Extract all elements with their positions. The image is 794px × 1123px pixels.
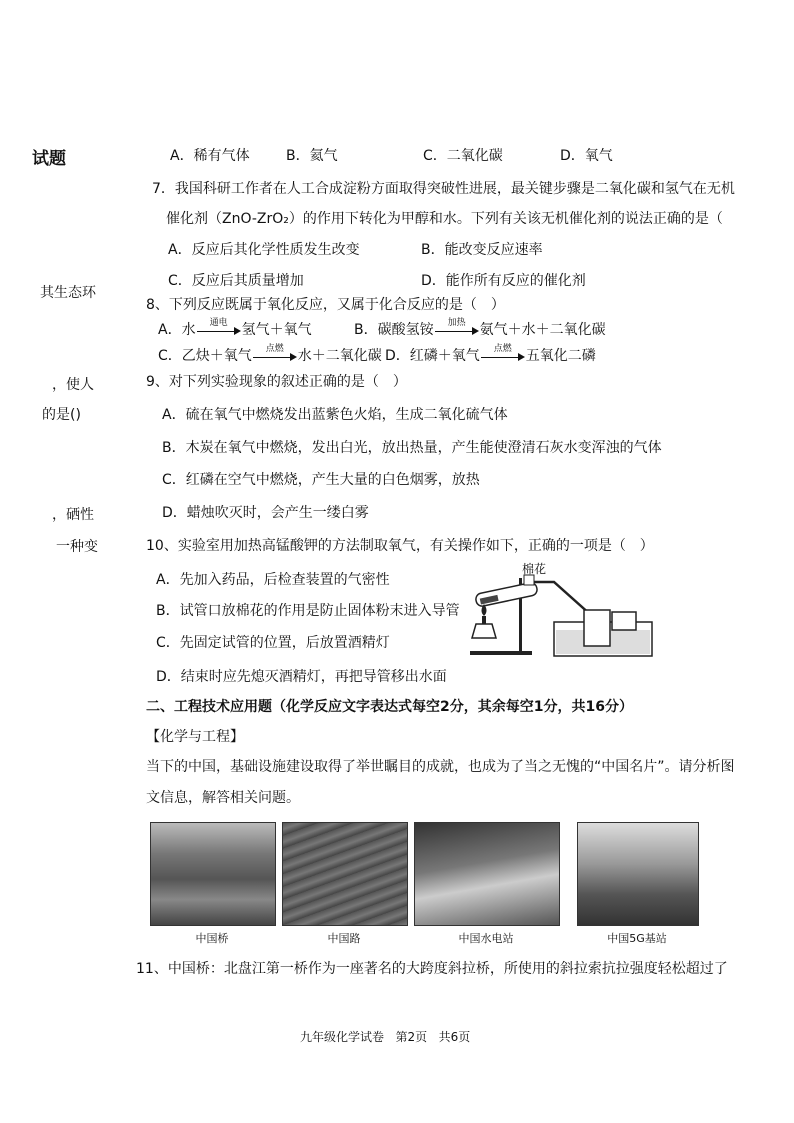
footer-exam-title: 九年级化学试卷 bbox=[300, 1030, 385, 1044]
q10-option-c: C．先固定试管的位置，后放置酒精灯 bbox=[156, 635, 390, 651]
reaction-arrow-icon bbox=[197, 318, 241, 337]
reaction-condition: 点燃 bbox=[493, 344, 512, 354]
q8-a-products: 氢气＋氧气 bbox=[241, 322, 312, 338]
q8-b-reactants: B．碳酸氢铵 bbox=[354, 322, 434, 338]
photo-caption: 中国路 bbox=[327, 932, 361, 945]
stand-base bbox=[470, 651, 532, 655]
section-2-subtitle: 【化学与工程】 bbox=[146, 729, 244, 745]
cotton-label: 棉花 bbox=[522, 562, 547, 576]
photo-china-road bbox=[282, 822, 408, 926]
q9-option-a: A．硫在氧气中燃烧发出蓝紫色火焰，生成二氧化硫气体 bbox=[162, 407, 508, 423]
q6-option-b: B．氦气 bbox=[286, 148, 338, 164]
q11-stem: 11、中国桥：北盘江第一桥作为一座著名的大跨度斜拉桥，所使用的斜拉索抗拉强度轻松超过了 bbox=[136, 961, 728, 977]
margin-fragment: ，使人 bbox=[52, 377, 94, 393]
margin-fragment: 其生态环 bbox=[40, 285, 96, 301]
q7-option-a: A．反应后其化学性质发生改变 bbox=[168, 242, 360, 258]
photo-caption: 中国5G基站 bbox=[607, 932, 667, 945]
q8-option-b bbox=[354, 319, 606, 339]
reaction-condition: 通电 bbox=[209, 318, 228, 328]
q8-c-products: 水＋二氧化碳 bbox=[297, 348, 382, 364]
margin-fragment: 一种变 bbox=[56, 539, 98, 555]
q8-option-a bbox=[158, 319, 312, 339]
oxygen-apparatus-diagram bbox=[462, 560, 658, 662]
q7-stem-line2: 催化剂（ZnO-ZrO₂）的作用下转化为甲醇和水。下列有关该无机催化剂的说法正确的是（ bbox=[166, 211, 723, 227]
photo-caption: 中国水电站 bbox=[458, 932, 514, 945]
collecting-bottle bbox=[584, 610, 610, 646]
reaction-condition: 加热 bbox=[447, 318, 466, 328]
q7-option-d: D．能作所有反应的催化剂 bbox=[421, 273, 586, 289]
q9-option-b: B．木炭在氧气中燃烧，发出白光，放出热量，产生能使澄清石灰水变浑浊的气体 bbox=[162, 440, 662, 456]
q8-option-c bbox=[158, 345, 382, 365]
q7-stem-line1: 7．我国科研工作者在人工合成淀粉方面取得突破性进展，最关键步骤是二氧化碳和氢气在无机 bbox=[152, 181, 735, 197]
footer-total-pages: 共6页 bbox=[438, 1030, 471, 1044]
reaction-condition: 点燃 bbox=[265, 344, 284, 354]
section-2-intro-line2: 文信息，解答相关问题。 bbox=[146, 790, 300, 806]
q9-option-d: D．蜡烛吹灭时，会产生一缕白雾 bbox=[162, 505, 369, 521]
q9-stem: 9、对下列实验现象的叙述正确的是（ ） bbox=[146, 374, 407, 390]
photo-caption: 中国桥 bbox=[195, 932, 229, 945]
margin-fragment: ，硒性 bbox=[52, 507, 94, 523]
section-2-title: 二、工程技术应用题（化学反应文字表达式每空2分，其余每空1分，共16分） bbox=[146, 699, 633, 715]
q6-option-a: A．稀有气体 bbox=[170, 148, 250, 164]
q7-option-c: C．反应后其质量增加 bbox=[168, 273, 304, 289]
reaction-arrow-icon bbox=[253, 344, 297, 363]
q9-option-c: C．红磷在空气中燃烧，产生大量的白色烟雾，放热 bbox=[162, 472, 480, 488]
photo-china-5g-station bbox=[577, 822, 699, 926]
page-footer bbox=[300, 1028, 470, 1045]
q6-option-c: C．二氧化碳 bbox=[423, 148, 503, 164]
q8-b-products: 氨气＋水＋二氧化碳 bbox=[479, 322, 606, 338]
section-2-intro-line1: 当下的中国，基础设施建设取得了举世瞩目的成就，也成为了当之无愧的“中国名片”。请分析图 bbox=[146, 759, 735, 775]
reaction-arrow-icon bbox=[481, 344, 525, 363]
margin-fragment: 试题 bbox=[32, 149, 66, 169]
q7-option-b: B．能改变反应速率 bbox=[421, 242, 543, 258]
reaction-arrow-icon bbox=[435, 318, 479, 337]
q10-stem: 10、实验室用加热高锰酸钾的方法制取氧气，有关操作如下，正确的一项是（ ） bbox=[146, 538, 654, 554]
q10-option-b: B．试管口放棉花的作用是防止固体粉末进入导管 bbox=[156, 603, 460, 619]
q10-option-a: A．先加入药品，后检查装置的气密性 bbox=[156, 572, 390, 588]
q8-option-d bbox=[385, 345, 596, 365]
margin-fragment: 的是() bbox=[42, 407, 81, 423]
q8-a-reactants: A．水 bbox=[158, 322, 196, 338]
q6-option-d: D．氧气 bbox=[560, 148, 613, 164]
alcohol-lamp bbox=[472, 624, 496, 638]
photo-china-bridge bbox=[150, 822, 276, 926]
q8-stem: 8、下列反应既属于氧化反应，又属于化合反应的是（ ） bbox=[146, 297, 505, 313]
q8-d-products: 五氧化二磷 bbox=[525, 348, 596, 364]
q8-d-reactants: D．红磷＋氧气 bbox=[385, 348, 480, 364]
q8-c-reactants: C．乙炔＋氧气 bbox=[158, 348, 252, 364]
footer-page-number: 第2页 bbox=[395, 1030, 428, 1044]
q10-option-d: D．结束时应先熄灭酒精灯，再把导管移出水面 bbox=[156, 669, 447, 685]
photo-china-hydropower bbox=[414, 822, 560, 926]
